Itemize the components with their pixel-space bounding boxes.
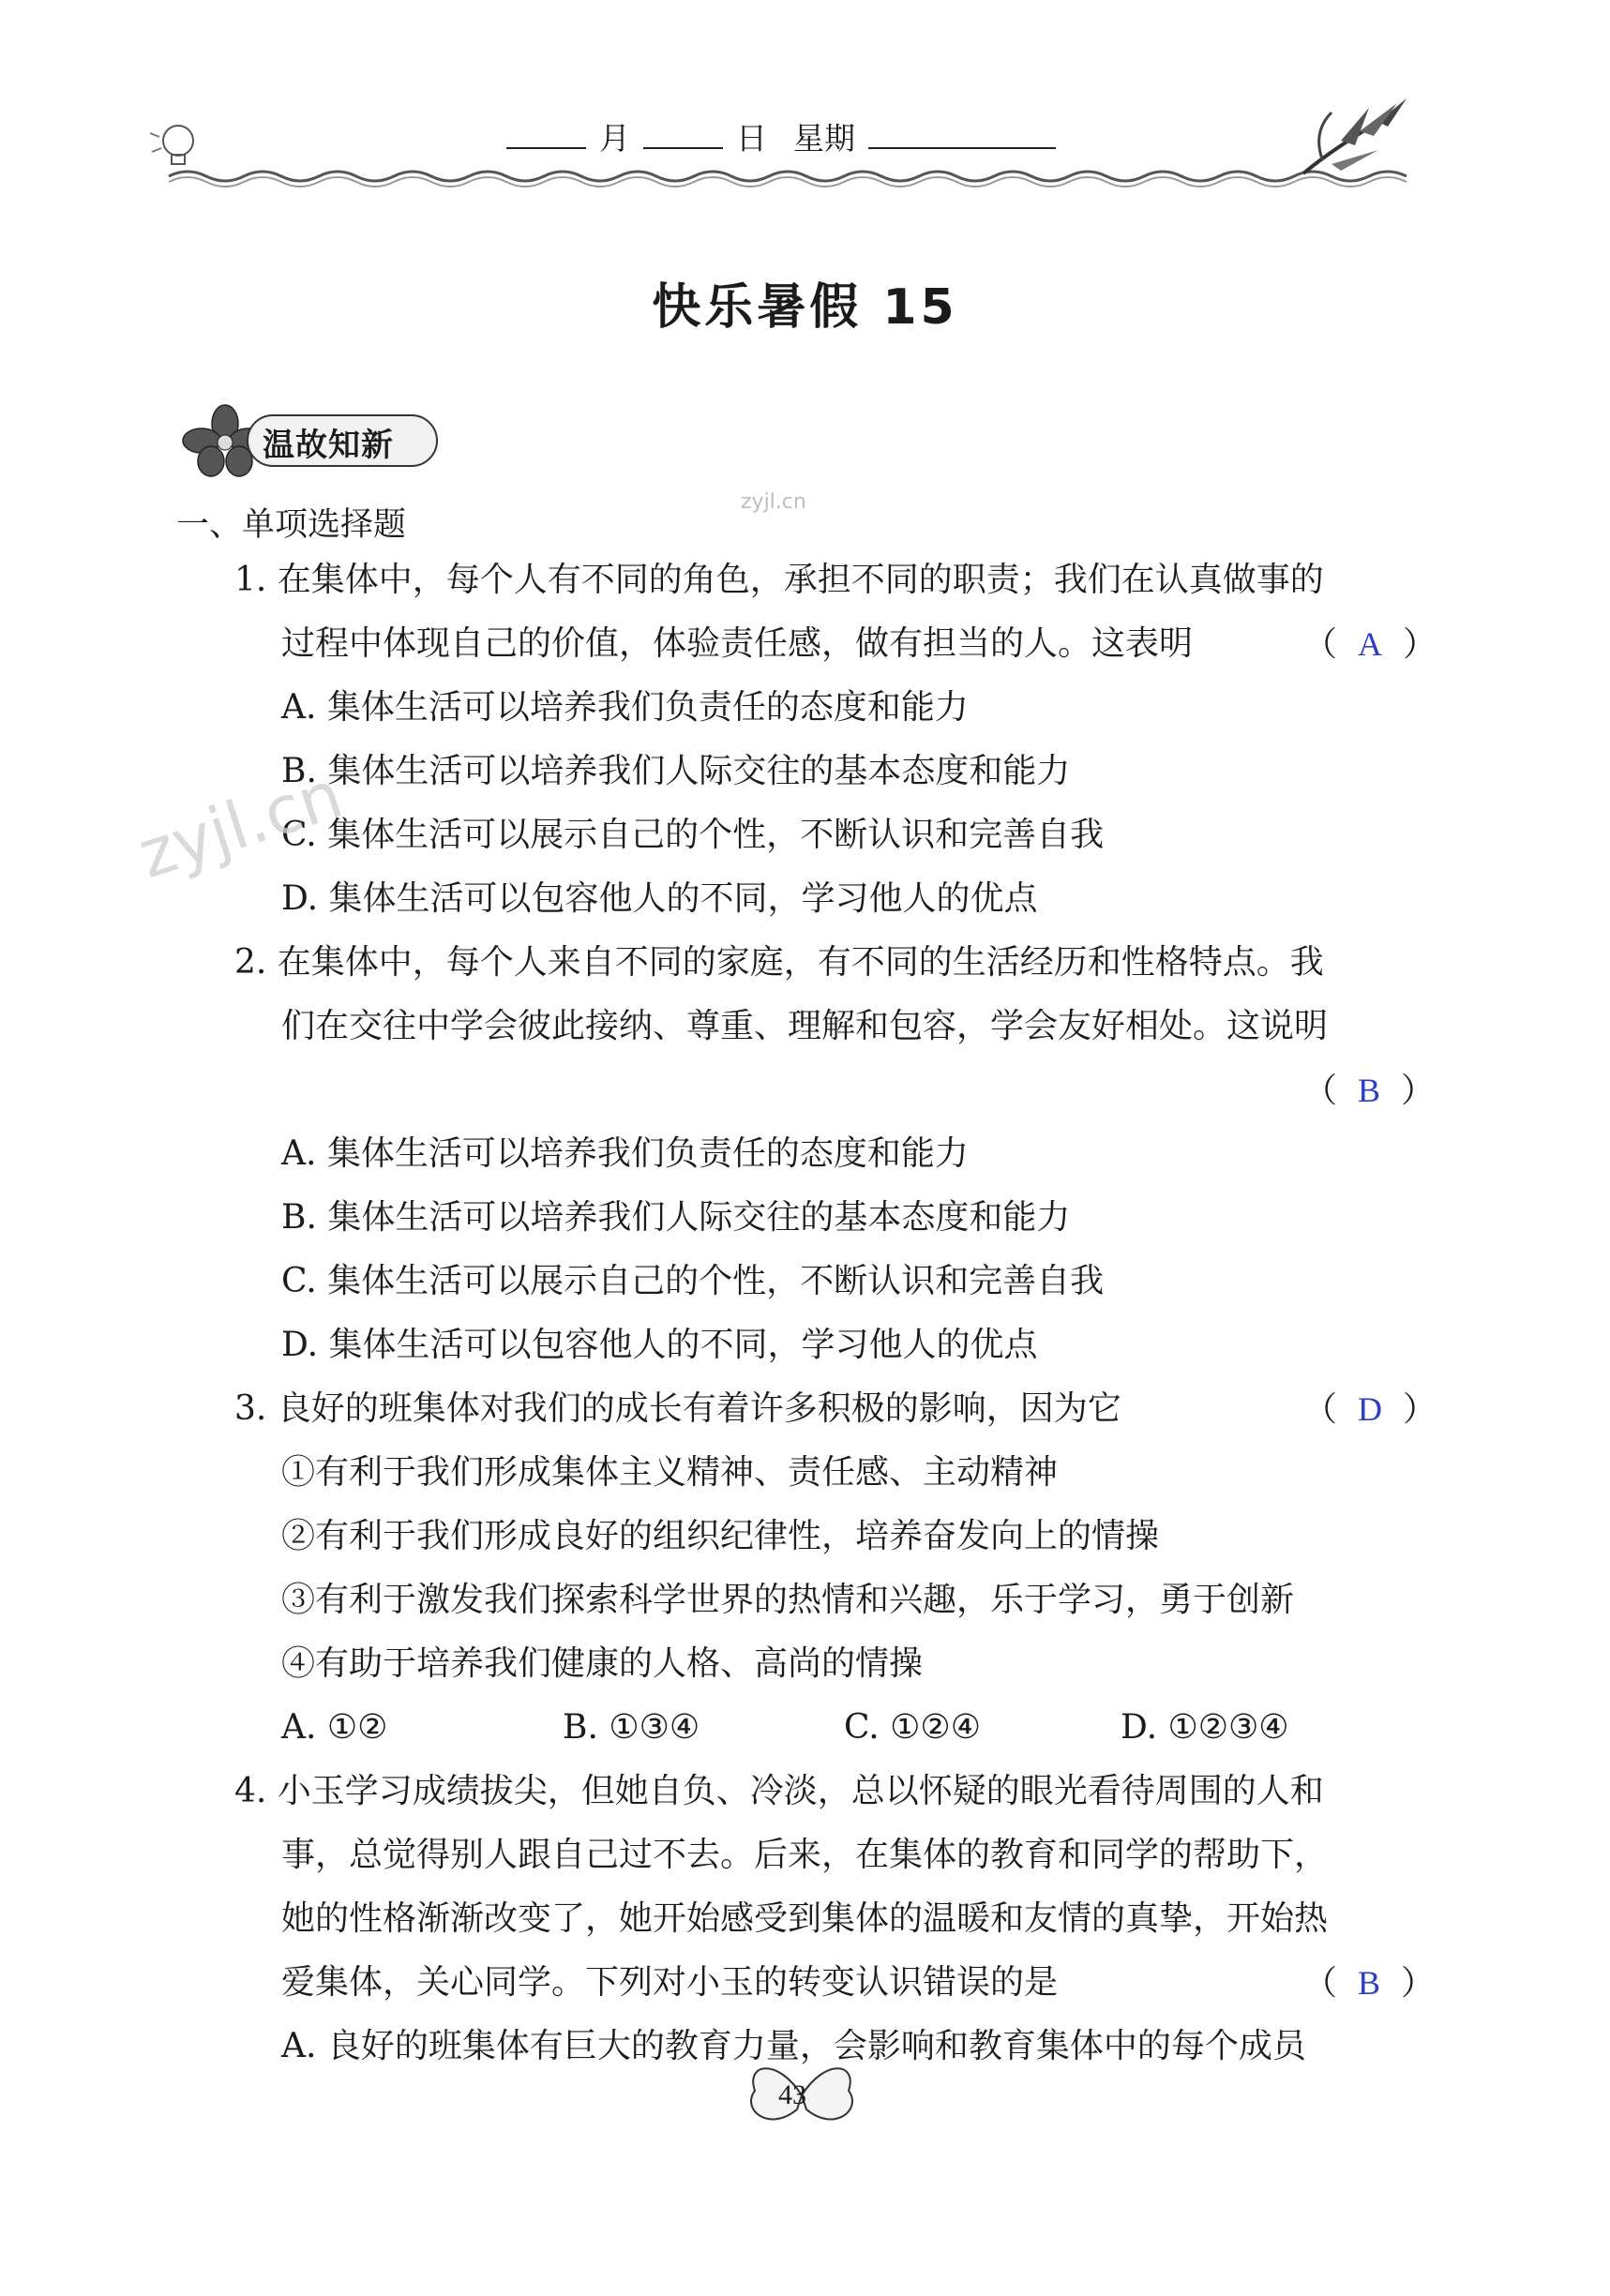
answer-value: A [1358, 625, 1383, 663]
question-stem-line: 她的性格渐渐改变了，她开始感受到集体的温暖和友情的真挚，开始热 [281, 1899, 1329, 1938]
answer-value: B [1358, 1964, 1381, 2002]
choice: C. ①②④ [844, 1708, 981, 1747]
statement: ④有助于培养我们健康的人格、高尚的情操 [281, 1644, 924, 1683]
answer-bracket: （ D ） [1303, 1390, 1437, 1429]
question-stem-line: 爱集体，关心同学。下列对小玉的转变认识错误的是 [281, 1963, 1059, 2002]
choice: B. ①③④ [563, 1708, 700, 1747]
day-blank [643, 138, 723, 149]
question-stem-line: 事，总觉得别人跟自己过不去。后来，在集体的教育和同学的帮助下， [281, 1836, 1329, 1874]
answer-bracket: （ A ） [1303, 625, 1437, 664]
question-stem-line: 1. 在集体中，每个人有不同的角色，承担不同的职责；我们在认真做事的 [234, 561, 1324, 599]
option: A. 集体生活可以培养我们负责任的态度和能力 [281, 688, 969, 727]
watermark: zyjl.cn [129, 756, 352, 893]
watermark: zyjl.cn [741, 490, 806, 514]
answer-value: D [1358, 1390, 1383, 1428]
section-badge [173, 403, 455, 478]
weekday-blank [868, 138, 1056, 149]
section-badge-label: 温故知新 [263, 427, 394, 464]
bird-of-paradise-flower-icon [1247, 94, 1416, 188]
option: B. 集体生活可以培养我们人际交往的基本态度和能力 [281, 1198, 1071, 1237]
wavy-divider [141, 159, 1425, 197]
question-stem-line: 2. 在集体中，每个人来自不同的家庭，有不同的生活经历和性格特点。我 [234, 943, 1324, 982]
option: A. 良好的班集体有巨大的教育力量，会影响和教育集体中的每个成员 [281, 2027, 1306, 2065]
question-stem-line: 4. 小玉学习成绩拔尖，但她自负、冷淡，总以怀疑的眼光看待周围的人和 [234, 1772, 1324, 1810]
statement: ①有利于我们形成集体主义精神、责任感、主动精神 [281, 1453, 1059, 1492]
option: A. 集体生活可以培养我们负责任的态度和能力 [281, 1134, 969, 1173]
statement: ③有利于激发我们探索科学世界的热情和兴趣，乐于学习，勇于创新 [281, 1581, 1295, 1619]
page-header [141, 94, 1425, 197]
question-stem-line: 们在交往中学会彼此接纳、尊重、理解和包容，学会友好相处。这说明 [281, 1007, 1329, 1045]
option: D. 集体生活可以包容他人的不同，学习他人的优点 [281, 1326, 1038, 1364]
choice: D. ①②③④ [1121, 1708, 1289, 1747]
question-stem-line: 过程中体现自己的价值，体验责任感，做有担当的人。这表明 [281, 624, 1194, 663]
month-blank [506, 138, 586, 149]
page-number: 43 [778, 2079, 806, 2110]
date-line [506, 114, 1056, 158]
answer-value: B [1358, 1072, 1381, 1109]
option: B. 集体生活可以培养我们人际交往的基本态度和能力 [281, 752, 1071, 790]
page-title: 快乐暑假 15 [652, 279, 958, 336]
option: C. 集体生活可以展示自己的个性，不断认识和完善自我 [281, 816, 1105, 854]
statement: ②有利于我们形成良好的组织纪律性，培养奋发向上的情操 [281, 1517, 1160, 1555]
answer-bracket: （ B ） [1303, 1072, 1436, 1110]
answer-bracket: （ B ） [1303, 1964, 1436, 2003]
month-label: 月 [599, 120, 630, 157]
option: D. 集体生活可以包容他人的不同，学习他人的优点 [281, 879, 1038, 918]
choice: A. ①② [281, 1708, 388, 1747]
weekday-label: 星期 [793, 120, 855, 157]
question-stem-line: 3. 良好的班集体对我们的成长有着许多积极的影响，因为它 [234, 1389, 1121, 1428]
option: C. 集体生活可以展示自己的个性，不断认识和完善自我 [281, 1262, 1105, 1300]
section-heading: 一、单项选择题 [176, 506, 407, 544]
day-label: 日 [736, 120, 767, 157]
